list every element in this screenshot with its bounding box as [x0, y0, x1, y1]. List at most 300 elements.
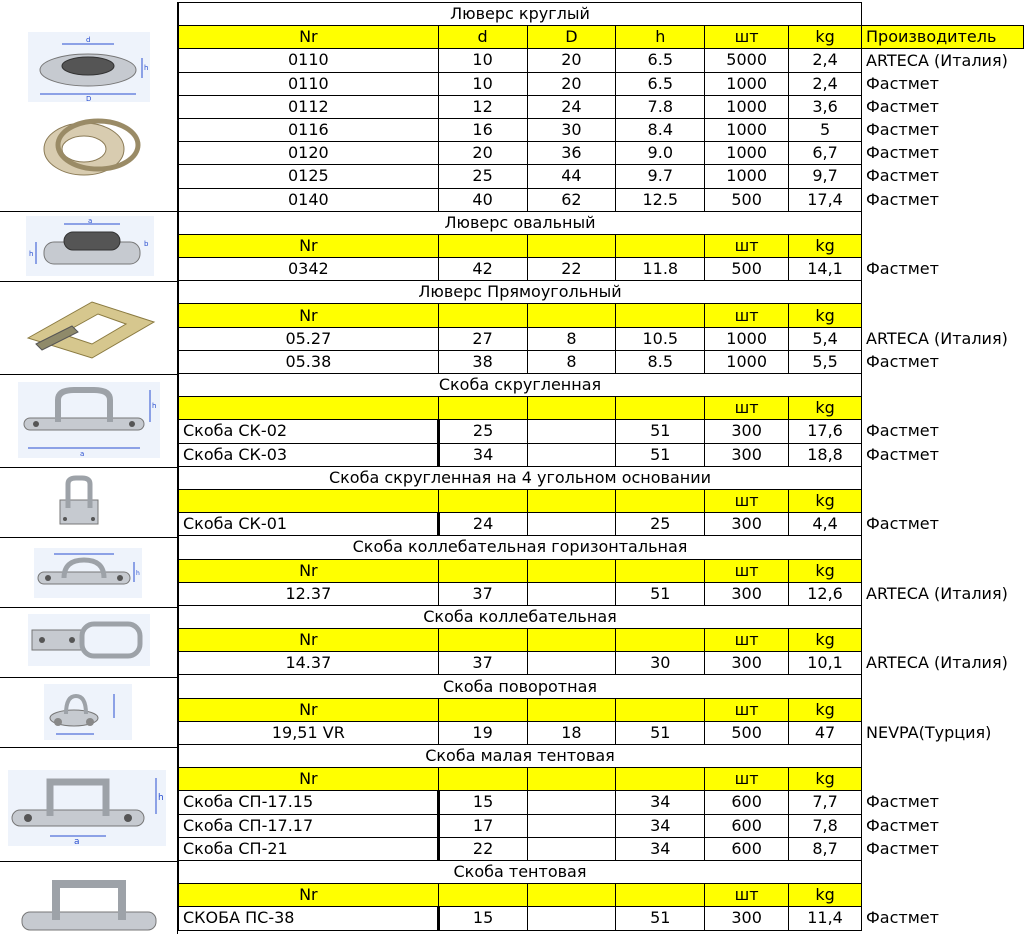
column-header-row: [179, 489, 1024, 512]
dimension-a: 27: [438, 327, 527, 350]
section-title-row: [179, 3, 1024, 26]
table-row: [179, 165, 1024, 188]
dimension-a: 16: [438, 118, 527, 141]
manufacturer-blank: [862, 884, 1024, 907]
column-header: шт: [705, 304, 789, 327]
table-row: [179, 791, 1024, 814]
manufacturer: Фастмет: [866, 166, 939, 186]
column-header: [616, 489, 705, 512]
svg-text:d: d: [86, 36, 91, 44]
svg-text:a: a: [74, 837, 80, 846]
section-title: Люверс Прямоугольный: [179, 281, 862, 304]
item-number: 05.27: [179, 327, 439, 350]
column-header: [527, 629, 616, 652]
table-row: [179, 95, 1024, 118]
table-row: [179, 721, 1024, 744]
item-number: СКОБА ПС-38: [179, 907, 439, 930]
swing-bracket-photo: [28, 614, 150, 666]
weight-kg: 7,7: [789, 791, 862, 814]
column-header: kg: [789, 768, 862, 791]
column-header: h: [616, 26, 705, 49]
dimension-b: [527, 420, 616, 443]
column-header: [616, 304, 705, 327]
dimension-a: 12: [438, 95, 527, 118]
tent-bracket-photo: [20, 874, 158, 934]
quantity: 500: [705, 721, 789, 744]
dimension-b: 20: [527, 49, 616, 72]
manufacturer-blank: [862, 374, 1024, 397]
item-number: 0120: [179, 142, 439, 165]
dimension-b: [527, 513, 616, 536]
dimension-b: 24: [527, 95, 616, 118]
column-header: [527, 559, 616, 582]
manufacturer-blank: [862, 536, 1024, 559]
item-number: 12.37: [179, 582, 439, 605]
quantity: 1000: [705, 95, 789, 118]
section-title: Скоба поворотная: [179, 675, 862, 698]
dimension-c: 51: [616, 721, 705, 744]
dimension-a: 37: [438, 582, 527, 605]
column-header: [616, 234, 705, 257]
dimension-c: 34: [616, 814, 705, 837]
weight-kg: 18,8: [789, 443, 862, 466]
quantity: 600: [705, 791, 789, 814]
column-header: kg: [789, 559, 862, 582]
column-header: Nr: [179, 26, 439, 49]
column-header: [438, 397, 527, 420]
quantity: 1000: [705, 327, 789, 350]
column-header: Nr: [179, 768, 439, 791]
rounded-bracket-drawing: [18, 382, 160, 458]
manufacturer: Фастмет: [866, 96, 939, 116]
section-title: Люверс круглый: [179, 3, 862, 26]
table-row: [179, 582, 1024, 605]
dimension-c: 6.5: [616, 72, 705, 95]
table-row: [179, 652, 1024, 675]
manufacturer: Фастмет: [866, 351, 939, 371]
manufacturer-blank: [862, 489, 1024, 512]
column-header-row: [179, 234, 1024, 257]
manufacturer: Фастмет: [866, 73, 939, 93]
dimension-b: [527, 907, 616, 930]
column-header: [527, 884, 616, 907]
table-row: [179, 814, 1024, 837]
manufacturer: Фастмет: [866, 120, 939, 140]
dimension-b: [527, 837, 616, 860]
section-title: Скоба коллебательная: [179, 605, 862, 628]
manufacturer: Фастмет: [866, 421, 939, 441]
weight-kg: 17,6: [789, 420, 862, 443]
item-number: 05.38: [179, 350, 439, 373]
weight-kg: 5,4: [789, 327, 862, 350]
weight-kg: 2,4: [789, 49, 862, 72]
quantity: 300: [705, 652, 789, 675]
table-row: [179, 142, 1024, 165]
manufacturer: Фастмет: [866, 259, 939, 279]
oval-grommet-drawing: [26, 216, 154, 276]
column-header: kg: [789, 234, 862, 257]
manufacturer-blank: [862, 397, 1024, 420]
weight-kg: 4,4: [789, 513, 862, 536]
weight-kg: 10,1: [789, 652, 862, 675]
section-title: Скоба малая тентовая: [179, 745, 862, 768]
dimension-b: [527, 791, 616, 814]
column-header: Nr: [179, 698, 439, 721]
section-title-row: [179, 281, 1024, 304]
item-number: 0110: [179, 49, 439, 72]
item-number: Скоба СК-02: [179, 420, 439, 443]
dimension-a: 38: [438, 350, 527, 373]
manufacturer: Фастмет: [866, 444, 939, 464]
column-header: [438, 304, 527, 327]
manufacturer: Фастмет: [866, 792, 939, 812]
column-header: [616, 698, 705, 721]
manufacturer: Фастмет: [866, 514, 939, 534]
dimension-a: 34: [438, 443, 527, 466]
manufacturer: ARTECA (Италия): [866, 583, 1008, 603]
section-title: Скоба коллебательная горизонтальная: [179, 536, 862, 559]
svg-text:h: h: [29, 250, 34, 258]
image-divider: [0, 537, 178, 538]
dimension-b: 36: [527, 142, 616, 165]
quantity: 5000: [705, 49, 789, 72]
weight-kg: 6,7: [789, 142, 862, 165]
item-number: 0125: [179, 165, 439, 188]
table-row: [179, 443, 1024, 466]
column-header: kg: [789, 489, 862, 512]
item-number: 0116: [179, 118, 439, 141]
section-title-row: [179, 536, 1024, 559]
dimension-c: 8.4: [616, 118, 705, 141]
quantity: 300: [705, 513, 789, 536]
manufacturer-blank: [862, 698, 1024, 721]
quantity: 1000: [705, 165, 789, 188]
round-grommet-drawing: [28, 32, 150, 102]
image-divider: [0, 211, 178, 212]
image-divider: [0, 747, 178, 748]
column-header: шт: [705, 26, 789, 49]
dimension-c: 9.7: [616, 165, 705, 188]
column-header: kg: [789, 397, 862, 420]
table-row: [179, 49, 1024, 72]
item-number: Скоба СП-17.17: [179, 814, 439, 837]
svg-text:b: b: [144, 240, 149, 248]
dimension-c: 9.0: [616, 142, 705, 165]
dimension-a: 40: [438, 188, 527, 211]
dimension-a: 22: [438, 837, 527, 860]
weight-kg: 3,6: [789, 95, 862, 118]
dimension-c: 34: [616, 791, 705, 814]
column-header: [438, 768, 527, 791]
manufacturer-blank: [862, 745, 1024, 768]
small-tent-bracket-drawing: [8, 770, 166, 846]
svg-text:h: h: [158, 793, 164, 803]
image-divider: [0, 467, 178, 468]
column-header: [438, 698, 527, 721]
column-header: [179, 397, 439, 420]
item-number: Скоба СК-01: [179, 513, 439, 536]
table-row: [179, 513, 1024, 536]
column-header-row: [179, 698, 1024, 721]
image-divider: [0, 861, 178, 862]
column-header: шт: [705, 559, 789, 582]
section-title-row: [179, 675, 1024, 698]
dimension-c: 25: [616, 513, 705, 536]
column-header: [616, 629, 705, 652]
column-header-row: [179, 26, 1024, 49]
svg-text:h: h: [144, 64, 149, 72]
dimension-a: 42: [438, 258, 527, 281]
table-row: [179, 118, 1024, 141]
manufacturer-blank: [862, 768, 1024, 791]
manufacturer: ARTECA (Италия): [866, 328, 1008, 348]
weight-kg: 2,4: [789, 72, 862, 95]
dimension-c: 12.5: [616, 188, 705, 211]
dimension-b: 30: [527, 118, 616, 141]
section-title: Скоба тентовая: [179, 860, 862, 883]
column-header: [438, 234, 527, 257]
svg-text:D: D: [86, 95, 92, 102]
manufacturer: Фастмет: [866, 189, 939, 209]
dimension-b: 44: [527, 165, 616, 188]
weight-kg: 11,4: [789, 907, 862, 930]
column-header: [179, 489, 439, 512]
dimension-c: 51: [616, 443, 705, 466]
dimension-c: 34: [616, 837, 705, 860]
rectangular-grommet-photo: [22, 288, 162, 366]
column-header-row: [179, 629, 1024, 652]
price-table: [178, 2, 1024, 931]
quantity: 600: [705, 814, 789, 837]
column-header: kg: [789, 629, 862, 652]
column-header: [527, 397, 616, 420]
column-header: [527, 304, 616, 327]
weight-kg: 5,5: [789, 350, 862, 373]
section-title-row: [179, 860, 1024, 883]
dimension-c: 11.8: [616, 258, 705, 281]
column-header: [438, 559, 527, 582]
table-row: [179, 420, 1024, 443]
quantity: 300: [705, 420, 789, 443]
swivel-bracket-drawing: [44, 684, 132, 740]
dimension-c: 51: [616, 907, 705, 930]
svg-text:h: h: [152, 402, 157, 410]
dimension-c: 10.5: [616, 327, 705, 350]
table-row: [179, 907, 1024, 930]
quantity: 300: [705, 907, 789, 930]
dimension-c: 8.5: [616, 350, 705, 373]
item-number: 0110: [179, 72, 439, 95]
svg-text:h: h: [136, 570, 140, 577]
quantity: 1000: [705, 118, 789, 141]
table-row: [179, 350, 1024, 373]
section-title-row: [179, 466, 1024, 489]
section-title: Скоба скругленная: [179, 374, 862, 397]
manufacturer: Фастмет: [866, 143, 939, 163]
image-divider: [0, 677, 178, 678]
manufacturer: ARTECA (Италия): [866, 50, 1008, 70]
manufacturer: Фастмет: [866, 838, 939, 858]
item-number: 0342: [179, 258, 439, 281]
section-title-row: [179, 605, 1024, 628]
svg-text:a: a: [80, 450, 85, 458]
column-header: [527, 489, 616, 512]
column-header: Nr: [179, 884, 439, 907]
dimension-b: 8: [527, 350, 616, 373]
dimension-a: 15: [438, 907, 527, 930]
manufacturer-blank: [862, 304, 1024, 327]
manufacturer-blank: [862, 466, 1024, 489]
table-row: [179, 72, 1024, 95]
column-header-row: [179, 768, 1024, 791]
round-grommet-photo: [28, 115, 150, 181]
horizontal-swing-bracket-drawing: [34, 548, 142, 598]
dimension-a: 15: [438, 791, 527, 814]
manufacturer-blank: [862, 605, 1024, 628]
weight-kg: 7,8: [789, 814, 862, 837]
column-header: шт: [705, 397, 789, 420]
column-header-row: [179, 304, 1024, 327]
dimension-b: [527, 582, 616, 605]
weight-kg: 9,7: [789, 165, 862, 188]
dimension-a: 25: [438, 420, 527, 443]
dimension-b: 62: [527, 188, 616, 211]
column-header: шт: [705, 698, 789, 721]
item-number: 0112: [179, 95, 439, 118]
quantity: 500: [705, 188, 789, 211]
column-header: [438, 629, 527, 652]
dimension-a: 25: [438, 165, 527, 188]
column-header-row: [179, 884, 1024, 907]
quantity: 1000: [705, 142, 789, 165]
section-title: Скоба скругленная на 4 угольном основании: [179, 466, 862, 489]
column-header: Nr: [179, 629, 439, 652]
weight-kg: 12,6: [789, 582, 862, 605]
column-header: kg: [789, 884, 862, 907]
column-header: [527, 768, 616, 791]
manufacturer-blank: [862, 559, 1024, 582]
column-header: шт: [705, 768, 789, 791]
item-number: Скоба СП-17.15: [179, 791, 439, 814]
column-header: [616, 768, 705, 791]
weight-kg: 8,7: [789, 837, 862, 860]
column-header: kg: [789, 26, 862, 49]
dimension-a: 20: [438, 142, 527, 165]
dimension-b: 20: [527, 72, 616, 95]
manufacturer-blank: [862, 234, 1024, 257]
image-divider: [0, 607, 178, 608]
quantity: 300: [705, 582, 789, 605]
dimension-c: 51: [616, 420, 705, 443]
section-title-row: [179, 374, 1024, 397]
column-header-row: [179, 559, 1024, 582]
dimension-c: 7.8: [616, 95, 705, 118]
column-header: [438, 489, 527, 512]
quantity: 1000: [705, 350, 789, 373]
weight-kg: 5: [789, 118, 862, 141]
column-header: Nr: [179, 304, 439, 327]
column-header: Nr: [179, 234, 439, 257]
manufacturer-blank: [862, 629, 1024, 652]
item-number: 19,51 VR: [179, 721, 439, 744]
column-header: [616, 884, 705, 907]
item-number: 0140: [179, 188, 439, 211]
manufacturer: ARTECA (Италия): [866, 653, 1008, 673]
column-header: D: [527, 26, 616, 49]
quantity: 300: [705, 443, 789, 466]
column-header: шт: [705, 884, 789, 907]
image-divider: [0, 374, 178, 375]
item-number: Скоба СП-21: [179, 837, 439, 860]
column-header: [527, 234, 616, 257]
item-number: Скоба СК-03: [179, 443, 439, 466]
manufacturer-blank: [862, 675, 1024, 698]
manufacturer-blank: [862, 3, 1024, 26]
dimension-b: 22: [527, 258, 616, 281]
square-base-bracket-photo: [56, 474, 102, 528]
item-number: 14.37: [179, 652, 439, 675]
quantity: 600: [705, 837, 789, 860]
weight-kg: 47: [789, 721, 862, 744]
dimension-b: 8: [527, 327, 616, 350]
dimension-b: [527, 443, 616, 466]
manufacturer-blank: [862, 281, 1024, 304]
dimension-a: 10: [438, 72, 527, 95]
column-header: шт: [705, 489, 789, 512]
section-title: Люверс овальный: [179, 211, 862, 234]
column-header: kg: [789, 698, 862, 721]
column-header: [438, 884, 527, 907]
image-divider: [0, 281, 178, 282]
dimension-c: 6.5: [616, 49, 705, 72]
manufacturer: Фастмет: [866, 908, 939, 928]
manufacturer-blank: [862, 860, 1024, 883]
manufacturer: NEVPA(Турция): [866, 722, 992, 742]
dimension-b: [527, 814, 616, 837]
column-header: [527, 698, 616, 721]
dimension-c: 51: [616, 582, 705, 605]
dimension-b: 18: [527, 721, 616, 744]
manufacturer-blank: [862, 211, 1024, 234]
dimension-a: 10: [438, 49, 527, 72]
dimension-a: 37: [438, 652, 527, 675]
svg-text:a: a: [88, 217, 93, 225]
table-row: [179, 837, 1024, 860]
quantity: 500: [705, 258, 789, 281]
quantity: 1000: [705, 72, 789, 95]
dimension-a: 17: [438, 814, 527, 837]
column-header-row: [179, 397, 1024, 420]
weight-kg: 14,1: [789, 258, 862, 281]
column-header: [616, 559, 705, 582]
dimension-a: 24: [438, 513, 527, 536]
column-header: Nr: [179, 559, 439, 582]
dimension-a: 19: [438, 721, 527, 744]
dimension-b: [527, 652, 616, 675]
table-row: [179, 188, 1024, 211]
table-row: [179, 327, 1024, 350]
column-header: kg: [789, 304, 862, 327]
section-title-row: [179, 211, 1024, 234]
section-title-row: [179, 745, 1024, 768]
weight-kg: 17,4: [789, 188, 862, 211]
column-header: [616, 397, 705, 420]
manufacturer-header: Производитель: [862, 26, 1024, 49]
column-header: шт: [705, 234, 789, 257]
column-header: шт: [705, 629, 789, 652]
dimension-c: 30: [616, 652, 705, 675]
manufacturer: Фастмет: [866, 815, 939, 835]
